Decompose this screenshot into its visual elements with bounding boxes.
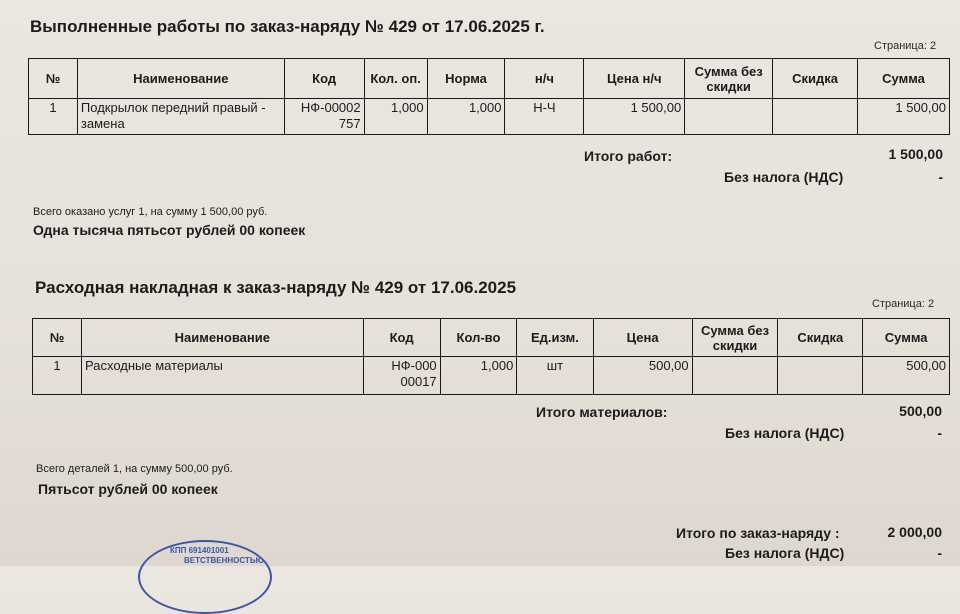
- col-header-discount: Скидка: [778, 319, 863, 357]
- cell-norm: 1,000: [427, 99, 505, 135]
- cell-discount: [773, 99, 858, 135]
- works-header-row: [29, 59, 950, 99]
- cell-number: 1: [33, 357, 82, 395]
- materials-header-row: [33, 319, 950, 357]
- materials-table: [32, 318, 950, 395]
- order-total-label: Итого по заказ-наряду :: [676, 525, 840, 541]
- col-header-unit: н/ч: [505, 59, 584, 99]
- stamp-company-text: ВЕТСТВЕННОСТЬЮ: [184, 556, 264, 565]
- col-header-norm: Норма: [427, 59, 505, 99]
- cell-sum: 1 500,00: [858, 99, 950, 135]
- col-header-sum-no-discount: Сумма без скидки: [685, 59, 773, 99]
- col-header-unit: Ед.изм.: [517, 319, 593, 357]
- col-header-price: Цена: [593, 319, 692, 357]
- table-row: [33, 357, 950, 395]
- materials-tax-label: Без налога (НДС): [725, 425, 845, 441]
- cell-sum-no-discount: [685, 99, 773, 135]
- cell-name: Подкрылок передний правый - замена: [77, 99, 284, 135]
- cell-price: 500,00: [593, 357, 692, 395]
- col-header-sum: Сумма: [863, 319, 950, 357]
- col-header-price: Цена н/ч: [584, 59, 685, 99]
- materials-title: Расходная накладная к заказ-наряду № 429 от 17.06.2025: [35, 278, 517, 297]
- col-header-name: Наименование: [82, 319, 364, 357]
- col-header-number: №: [33, 319, 82, 357]
- cell-unit: шт: [517, 357, 593, 395]
- cell-discount: [778, 357, 863, 395]
- works-tax-label: Без налога (НДС): [724, 169, 844, 185]
- works-total-label: Итого работ:: [584, 148, 673, 164]
- order-total-value: 2 000,00: [887, 524, 942, 540]
- materials-total-label: Итого материалов:: [536, 404, 668, 420]
- cell-unit: Н-Ч: [505, 99, 584, 135]
- works-page-number: Страница: 2: [874, 40, 937, 52]
- col-header-name: Наименование: [77, 59, 284, 99]
- materials-amount-in-words: Пятьсот рублей 00 копеек: [38, 481, 218, 497]
- cell-code: НФ-00002 757: [284, 99, 364, 135]
- works-amount-in-words: Одна тысяча пятьсот рублей 00 копеек: [33, 222, 306, 238]
- table-row: [29, 99, 950, 135]
- cell-price: 1 500,00: [584, 99, 685, 135]
- col-header-qty: Кол-во: [440, 319, 517, 357]
- col-header-op-qty: Кол. оп.: [364, 59, 427, 99]
- works-tax-value: -: [938, 169, 943, 185]
- cell-code: НФ-000 00017: [363, 357, 440, 395]
- cell-op-qty: 1,000: [364, 99, 427, 135]
- materials-page-number: Страница: 2: [872, 298, 935, 310]
- order-tax-label: Без налога (НДС): [725, 545, 845, 561]
- cell-qty: 1,000: [440, 357, 517, 395]
- col-header-sum-no-discount: Сумма без скидки: [692, 319, 778, 357]
- col-header-discount: Скидка: [773, 59, 858, 99]
- col-header-sum: Сумма: [858, 59, 950, 99]
- cell-sum: 500,00: [863, 357, 950, 395]
- works-title: Выполненные работы по заказ-наряду № 429 от 17.06.2025 г.: [30, 17, 545, 36]
- col-header-code: Код: [284, 59, 364, 99]
- materials-total-value: 500,00: [899, 403, 942, 419]
- works-count-text: Всего оказано услуг 1, на сумму 1 500,00 руб.: [33, 206, 268, 218]
- stamp-kpp-text: КПП 691401001: [170, 546, 229, 555]
- order-tax-value: -: [937, 545, 942, 561]
- cell-number: 1: [29, 99, 78, 135]
- works-table: [28, 58, 950, 135]
- cell-name: Расходные материалы: [82, 357, 364, 395]
- company-stamp: [138, 540, 272, 614]
- materials-tax-value: -: [937, 425, 942, 441]
- materials-count-text: Всего деталей 1, на сумму 500,00 руб.: [36, 463, 233, 475]
- cell-sum-no-discount: [692, 357, 778, 395]
- col-header-number: №: [29, 59, 78, 99]
- col-header-code: Код: [363, 319, 440, 357]
- works-total-value: 1 500,00: [888, 146, 943, 162]
